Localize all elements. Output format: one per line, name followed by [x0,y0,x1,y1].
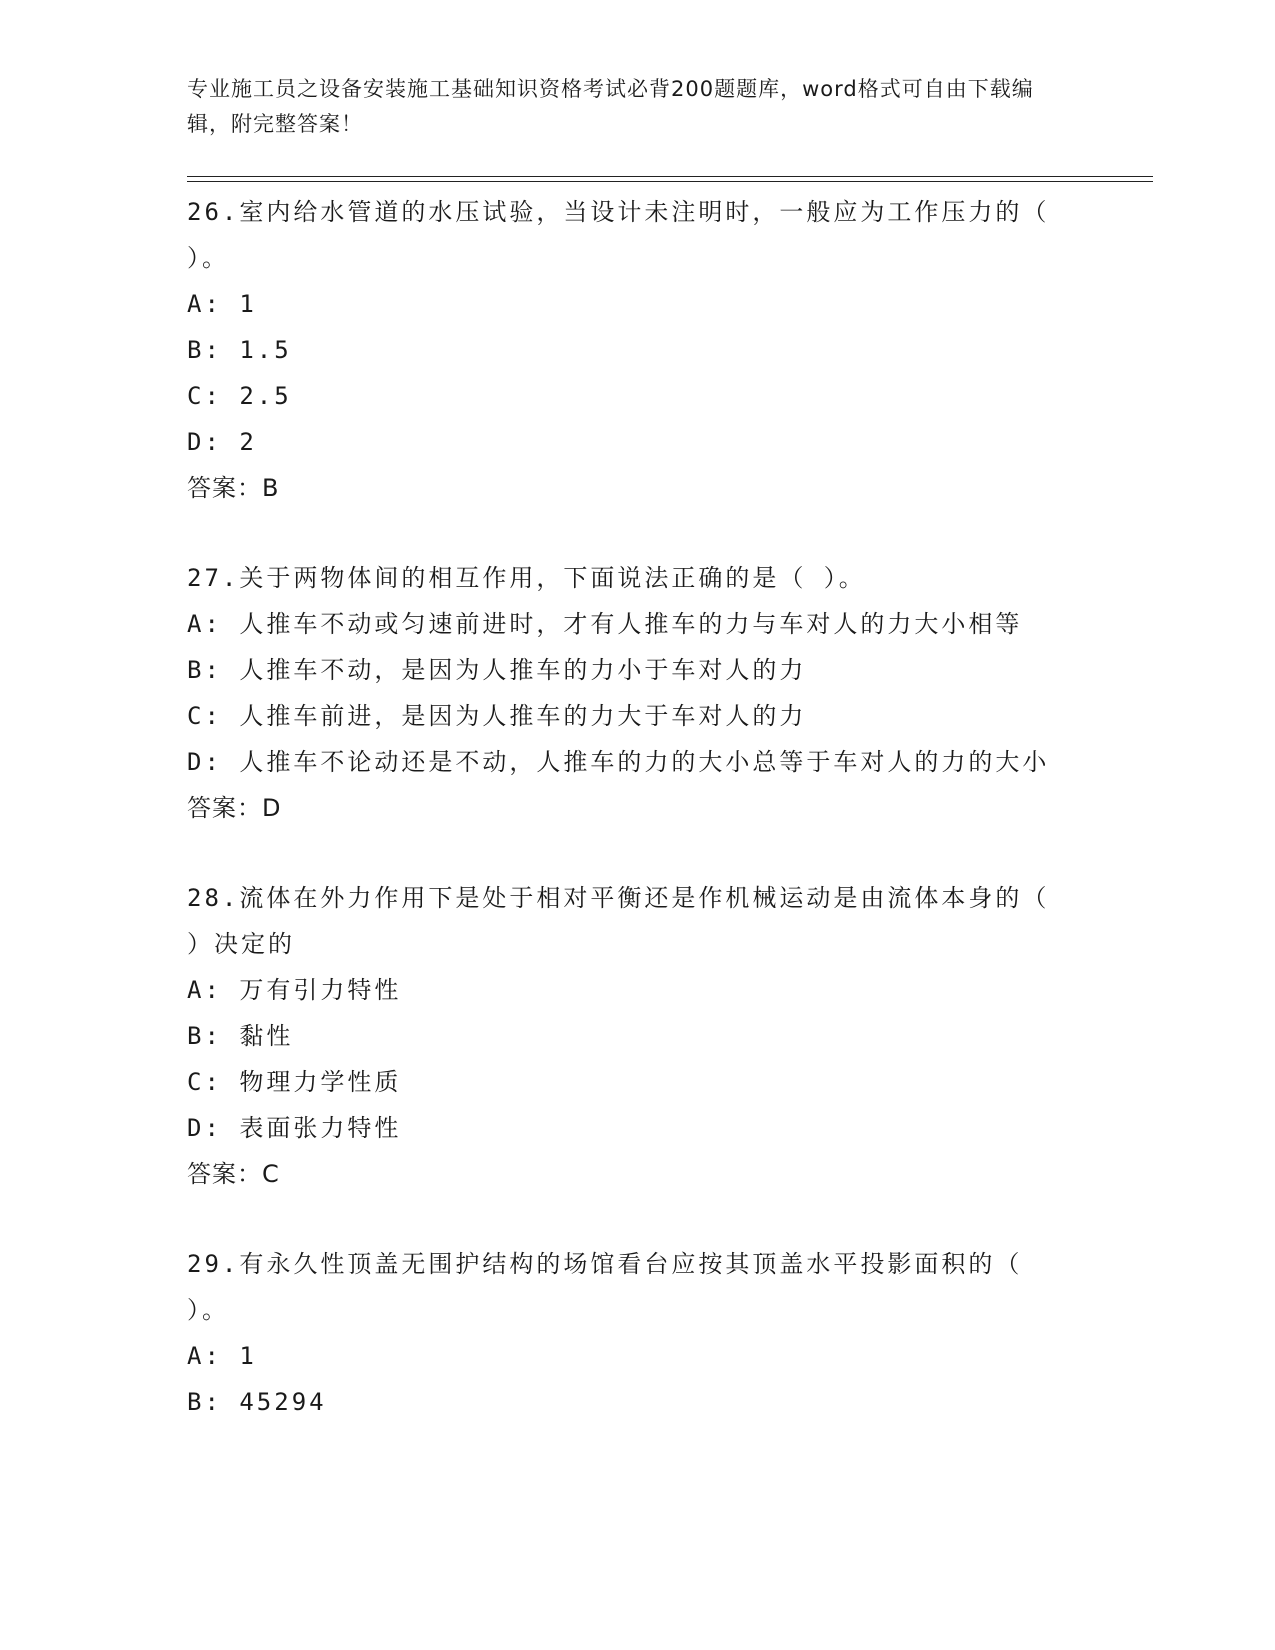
option-key: A: [187,1342,222,1370]
document-header: 专业施工员之设备安装施工基础知识资格考试必背200题题库，word格式可自由下载编辑，附完整答案！ [187,77,1034,136]
question-27 [187,555,1077,831]
option-text: 人推车不动或匀速前进时，才有人推车的力与车对人的力大小相等 [239,610,1023,638]
option-key: B: [187,336,222,364]
option-key: C: [187,1068,222,1096]
option-a [187,967,1077,1013]
answer-label: 答案：C [187,1160,280,1188]
option-c [187,373,1077,419]
question-29 [187,1241,1077,1425]
option-key: C: [187,702,222,730]
option-c [187,1059,1077,1105]
option-b [187,1013,1077,1059]
option-b [187,327,1077,373]
question-stem: 27.关于两物体间的相互作用，下面说法正确的是（ ）。 [187,564,866,592]
option-key: B: [187,1388,222,1416]
option-b [187,647,1077,693]
option-key: D: [187,428,222,456]
question-list [187,189,1077,1469]
option-text: 人推车不动，是因为人推车的力小于车对人的力 [239,656,807,684]
header-divider-top [187,176,1153,177]
option-key: B: [187,656,222,684]
option-text: 1.5 [239,336,292,364]
option-key: A: [187,976,222,1004]
option-text: 2.5 [239,382,292,410]
option-text: 1 [239,1342,257,1370]
option-a [187,1333,1077,1379]
option-d [187,419,1077,465]
option-key: C: [187,382,222,410]
option-key: A: [187,610,222,638]
option-a [187,601,1077,647]
option-text: 2 [239,428,257,456]
option-key: D: [187,748,222,776]
option-text: 黏性 [239,1022,294,1050]
option-key: D: [187,1114,222,1142]
option-a [187,281,1077,327]
option-text: 人推车不论动还是不动，人推车的力的大小总等于车对人的力的大小 [239,748,1050,776]
question-stem: 28.流体在外力作用下是处于相对平衡还是作机械运动是由流体本身的（ ）决定的 [187,884,1050,958]
option-key: B: [187,1022,222,1050]
option-text: 45294 [239,1388,327,1416]
option-d [187,739,1077,785]
option-text: 万有引力特性 [239,976,402,1004]
option-c [187,693,1077,739]
option-key: A: [187,290,222,318]
option-d [187,1105,1077,1151]
option-text: 1 [239,290,257,318]
option-text: 人推车前进，是因为人推车的力大于车对人的力 [239,702,807,730]
header-divider-bottom [187,181,1153,182]
answer-label: 答案：B [187,474,280,502]
answer-label: 答案：D [187,794,282,822]
question-28 [187,875,1077,1197]
option-text: 表面张力特性 [239,1114,402,1142]
option-b [187,1379,1077,1425]
question-stem: 29.有永久性顶盖无围护结构的场馆看台应按其顶盖水平投影面积的（ ）。 [187,1250,1023,1324]
question-26 [187,189,1077,511]
option-text: 物理力学性质 [239,1068,402,1096]
question-stem: 26.室内给水管道的水压试验，当设计未注明时，一般应为工作压力的（ ）。 [187,198,1050,272]
